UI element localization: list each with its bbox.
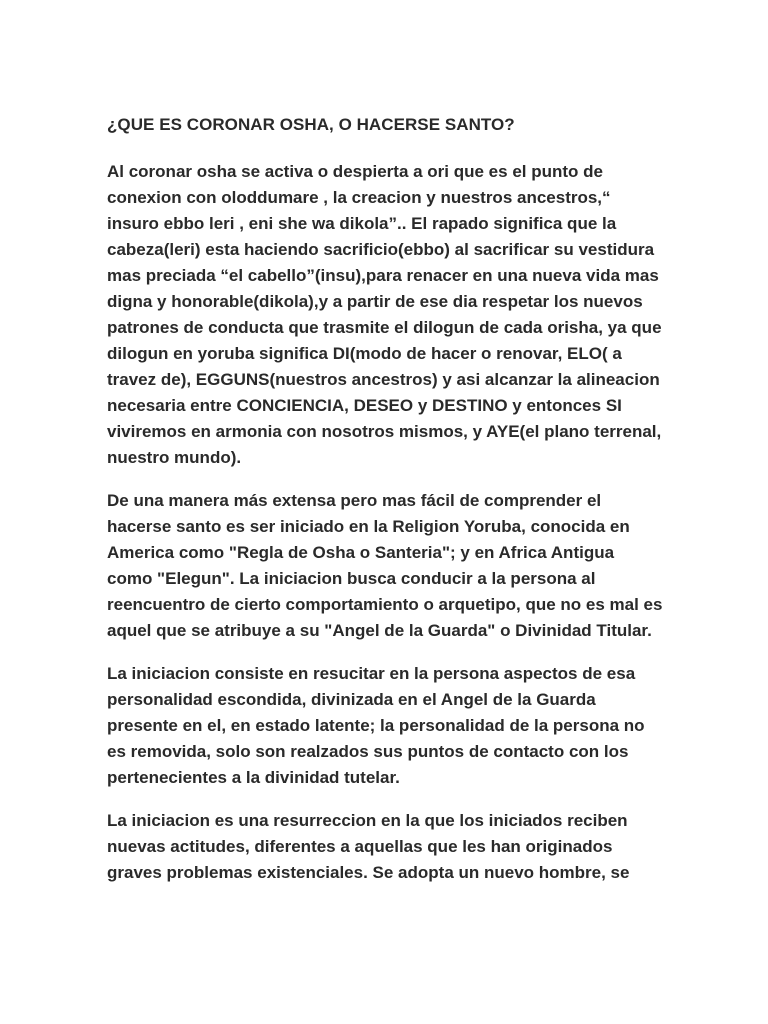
document-title: ¿QUE ES CORONAR OSHA, O HACERSE SANTO? <box>107 115 515 134</box>
paragraph-iniciacion-resurreccion: La iniciacion es una resurreccion en la que los iniciados reciben nuevas actitudes, diferentes a aquellas que les han originados graves problemas existenciales. Se adopta un nuevo hombre, se <box>107 811 630 882</box>
paragraph-coronar-osha: Al coronar osha se activa o despierta a ori que es el punto de conexion con oloddumare , la creacion y nuestros ancestros,“ insuro ebbo leri , eni she wa dikola”.. El rapado significa que la cabeza(leri) esta haciendo sacrificio(ebbo) al sacrificar su vestidura mas preciada “el cabello”(insu),para renacer en una nueva vida mas digna y honorable(dikola),y a partir de ese dia respetar los nuevos patrones de conducta que trasmite el dilogun de cada orisha, ya que dilogun en yoruba significa DI(modo de hacer o renovar, ELO( a travez de), EGGUNS(nuestros ancestros) y asi alcanzar la alineacion necesaria entre CONCIENCIA, DESEO y DESTINO y entonces SI viviremos en armonia con nosotros mismos, y AYE(el plano terrenal, nuestro mundo). <box>107 162 662 467</box>
document-page <box>107 112 663 903</box>
paragraph-iniciacion-consiste: La iniciacion consiste en resucitar en la persona aspectos de esa personalidad escondida, divinizada en el Angel de la Guarda presente en el, en estado latente; la personalidad de la persona no es removida, solo son realzados sus puntos de contacto con los pertenecientes a la divinidad tutelar. <box>107 664 645 787</box>
paragraph-hacerse-santo: De una manera más extensa pero mas fácil de comprender el hacerse santo es ser iniciado en la Religion Yoruba, conocida en America como "Regla de Osha o Santeria"; y en Africa Antigua como "Elegun". La iniciacion busca conducir a la persona al reencuentro de cierto comportamiento o arquetipo, que no es mal es aquel que se atribuye a su "Angel de la Guarda" o Divinidad Titular. <box>107 491 663 640</box>
